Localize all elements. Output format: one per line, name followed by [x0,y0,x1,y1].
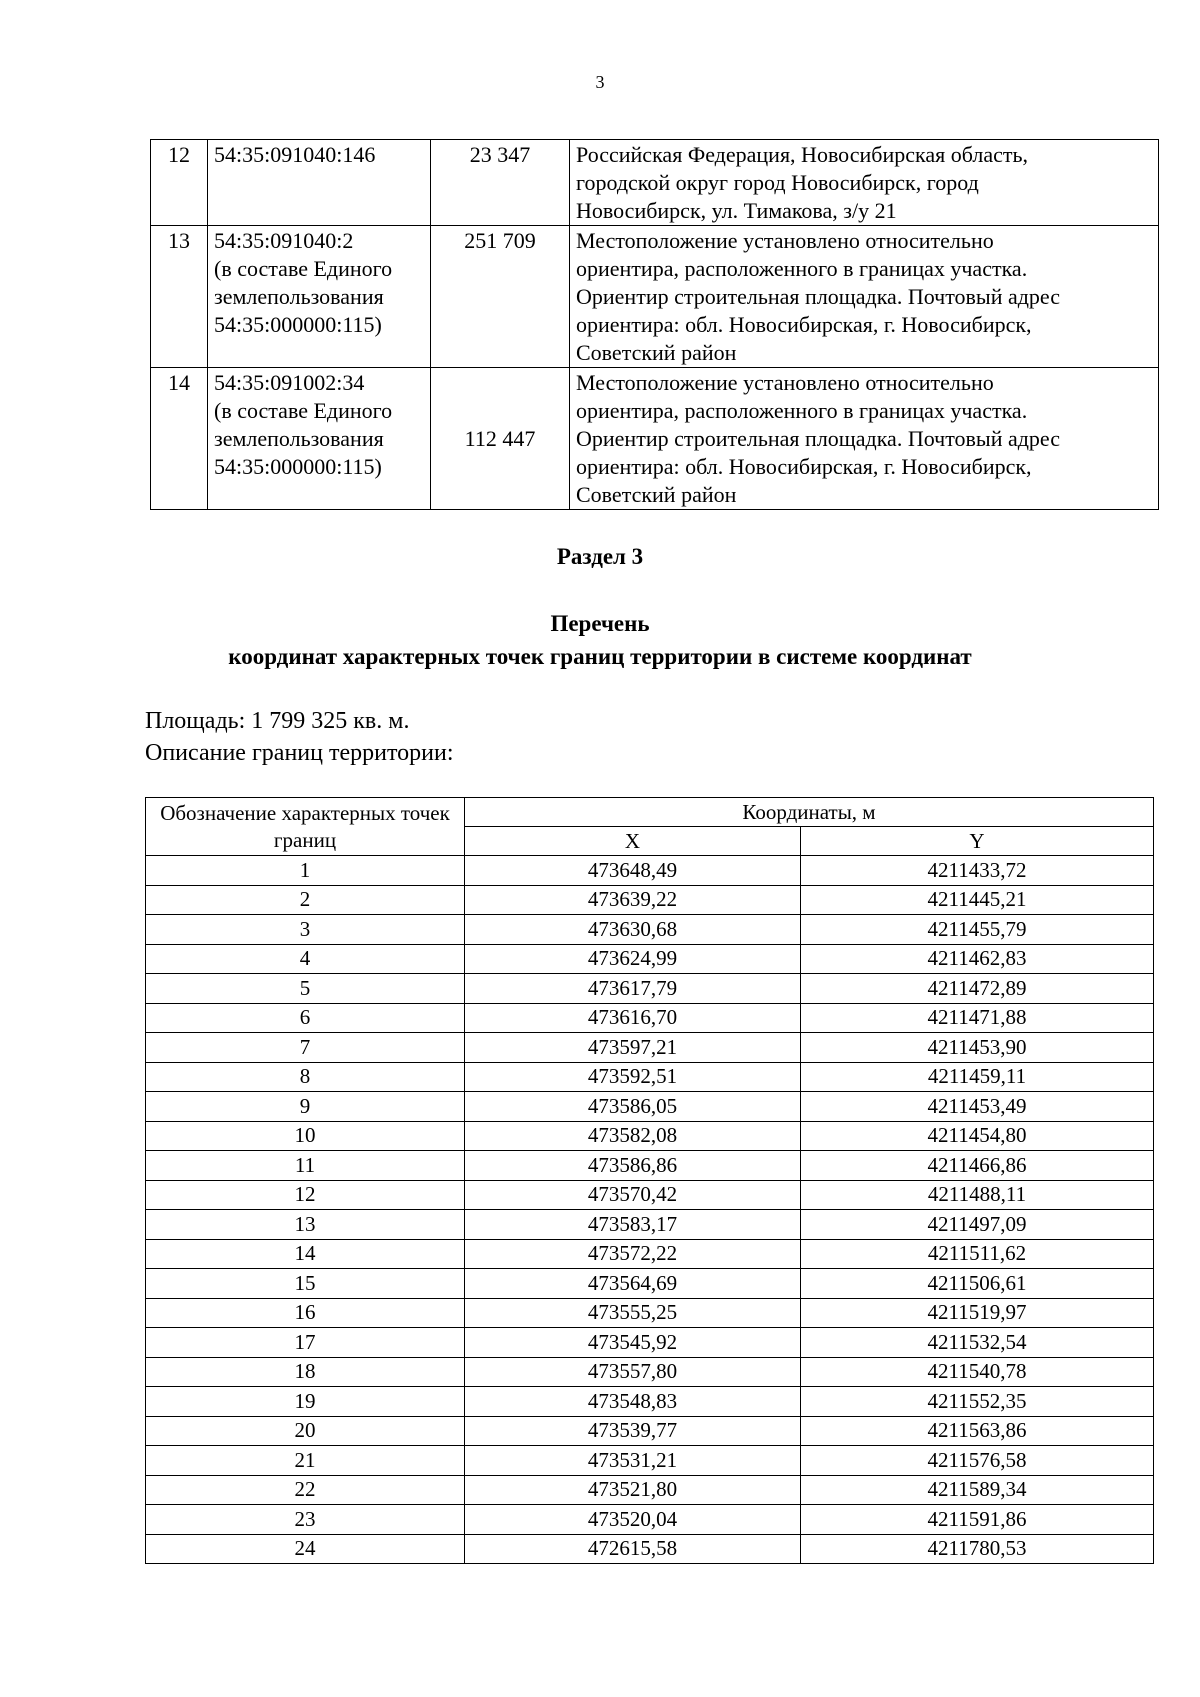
table-row [151,368,1159,510]
coord-x: 473564,69 [465,1269,801,1299]
coord-y: 4211497,09 [801,1210,1154,1240]
coord-x: 473557,80 [465,1357,801,1387]
coord-x: 473617,79 [465,974,801,1004]
table-row [146,1298,1154,1328]
point-number: 17 [146,1328,465,1358]
coord-x: 473555,25 [465,1298,801,1328]
coord-y: 4211453,49 [801,1092,1154,1122]
coord-y: 4211540,78 [801,1357,1154,1387]
coord-x: 473545,92 [465,1328,801,1358]
table-row [146,1475,1154,1505]
table-row [146,1092,1154,1122]
coord-x: 473616,70 [465,1003,801,1033]
coord-y: 4211519,97 [801,1298,1154,1328]
coord-x: 473548,83 [465,1387,801,1417]
coord-y: 4211433,72 [801,856,1154,886]
cadastral-line: (в составе Единого [214,398,393,423]
coord-y: 4211454,80 [801,1121,1154,1151]
address-line: Ориентир строительная площадка. Почтовый адрес [576,284,1061,309]
parcels-table [150,139,1159,510]
cadastral-line: 54:35:091040:146 [214,142,376,167]
point-number: 23 [146,1505,465,1535]
table-row [146,885,1154,915]
table-row [146,1505,1154,1535]
coord-y: 4211471,88 [801,1003,1154,1033]
section-heading-line2: координат характерных точек границ территории в системе координат [228,644,972,669]
coord-x: 473630,68 [465,915,801,945]
table-row [146,1151,1154,1181]
cadastral-number [208,226,431,368]
header-y: Y [801,827,1154,856]
address-line: Местоположение установлено относительно [576,370,994,395]
page-number: 3 [595,72,605,92]
table-row [151,226,1159,368]
section-title: Раздел 3 [556,544,644,569]
point-number: 14 [146,1239,465,1269]
coord-y: 4211780,53 [801,1534,1154,1564]
address-line: ориентира, расположенного в границах участка. [576,398,1028,423]
address-line: Советский район [576,482,737,507]
coord-x: 473592,51 [465,1062,801,1092]
point-number: 18 [146,1357,465,1387]
coord-y: 4211455,79 [801,915,1154,945]
coord-y: 4211462,83 [801,944,1154,974]
coord-x: 473570,42 [465,1180,801,1210]
table-row [146,1003,1154,1033]
table-row [146,1446,1154,1476]
address-line: ориентира: обл. Новосибирская, г. Новосибирск, [576,312,1032,337]
address-line: Местоположение установлено относительно [576,228,994,253]
address-line: Российская Федерация, Новосибирская область, [576,142,1029,167]
table-row [151,140,1159,226]
table-header-row [146,798,1154,827]
cadastral-line: 54:35:000000:115) [214,312,382,337]
point-number: 21 [146,1446,465,1476]
table-row [146,1269,1154,1299]
table-row [146,1121,1154,1151]
area-value: 23 347 [431,140,570,226]
coord-y: 4211576,58 [801,1446,1154,1476]
header-coordinates: Координаты, м [465,798,1154,827]
boundary-label: Описание границ территории: [145,740,454,766]
coord-x: 473624,99 [465,944,801,974]
coord-y: 4211589,34 [801,1475,1154,1505]
header-point: Обозначение характерных точек границ [146,798,465,856]
table-row [146,944,1154,974]
address [570,226,1159,368]
table-row [146,1033,1154,1063]
point-number: 2 [146,885,465,915]
coord-x: 473648,49 [465,856,801,886]
coord-x: 473520,04 [465,1505,801,1535]
area-value: 251 709 [431,226,570,368]
table-row [146,1180,1154,1210]
cadastral-line: (в составе Единого [214,256,393,281]
point-number: 11 [146,1151,465,1181]
point-number: 5 [146,974,465,1004]
point-number: 1 [146,856,465,886]
area-value: 112 447 [431,368,570,510]
cadastral-line: землепользования [214,426,384,451]
row-number: 14 [151,368,208,510]
point-number: 22 [146,1475,465,1505]
coord-y: 4211459,11 [801,1062,1154,1092]
point-number: 20 [146,1416,465,1446]
coord-x: 473521,80 [465,1475,801,1505]
coord-y: 4211563,86 [801,1416,1154,1446]
cadastral-number [208,368,431,510]
table-row [146,1534,1154,1564]
coord-x: 473582,08 [465,1121,801,1151]
coord-y: 4211466,86 [801,1151,1154,1181]
coord-y: 4211591,86 [801,1505,1154,1535]
cadastral-line: 54:35:091002:34 [214,370,365,395]
point-number: 19 [146,1387,465,1417]
coord-x: 473597,21 [465,1033,801,1063]
coord-x: 473539,77 [465,1416,801,1446]
table-row [146,1239,1154,1269]
coord-x: 473583,17 [465,1210,801,1240]
row-number: 12 [151,140,208,226]
coord-y: 4211552,35 [801,1387,1154,1417]
point-number: 8 [146,1062,465,1092]
cadastral-line: землепользования [214,284,384,309]
header-x: X [465,827,801,856]
table-row [146,974,1154,1004]
coordinates-table [145,797,1154,1564]
address-line: Советский район [576,340,737,365]
coord-y: 4211472,89 [801,974,1154,1004]
section-heading-line1: Перечень [550,611,650,636]
point-number: 7 [146,1033,465,1063]
point-number: 10 [146,1121,465,1151]
point-number: 6 [146,1003,465,1033]
table-row [146,915,1154,945]
cadastral-line: 54:35:000000:115) [214,454,382,479]
point-number: 13 [146,1210,465,1240]
table-row [146,1062,1154,1092]
cadastral-line: 54:35:091040:2 [214,228,354,253]
coord-y: 4211506,61 [801,1269,1154,1299]
point-number: 16 [146,1298,465,1328]
coord-y: 4211511,62 [801,1239,1154,1269]
point-number: 12 [146,1180,465,1210]
coord-y: 4211532,54 [801,1328,1154,1358]
area-text: Площадь: 1 799 325 кв. м. [145,708,410,734]
coord-y: 4211488,11 [801,1180,1154,1210]
address-line: городской округ город Новосибирск, город [576,170,979,195]
address-line: Новосибирск, ул. Тимакова, з/у 21 [576,198,897,223]
point-number: 3 [146,915,465,945]
table-row [146,1210,1154,1240]
table-row [146,1387,1154,1417]
address [570,368,1159,510]
row-number: 13 [151,226,208,368]
table-row [146,856,1154,886]
address-line: Ориентир строительная площадка. Почтовый адрес [576,426,1061,451]
coord-x: 473531,21 [465,1446,801,1476]
table-row [146,1416,1154,1446]
coord-x: 473639,22 [465,885,801,915]
coord-y: 4211453,90 [801,1033,1154,1063]
coord-y: 4211445,21 [801,885,1154,915]
coord-x: 473586,05 [465,1092,801,1122]
cadastral-number [208,140,431,226]
table-row [146,1357,1154,1387]
coord-x: 473586,86 [465,1151,801,1181]
coord-x: 472615,58 [465,1534,801,1564]
point-number: 4 [146,944,465,974]
point-number: 9 [146,1092,465,1122]
point-number: 15 [146,1269,465,1299]
address-line: ориентира, расположенного в границах участка. [576,256,1028,281]
address-line: ориентира: обл. Новосибирская, г. Новосибирск, [576,454,1032,479]
address [570,140,1159,226]
point-number: 24 [146,1534,465,1564]
table-row [146,1328,1154,1358]
coord-x: 473572,22 [465,1239,801,1269]
